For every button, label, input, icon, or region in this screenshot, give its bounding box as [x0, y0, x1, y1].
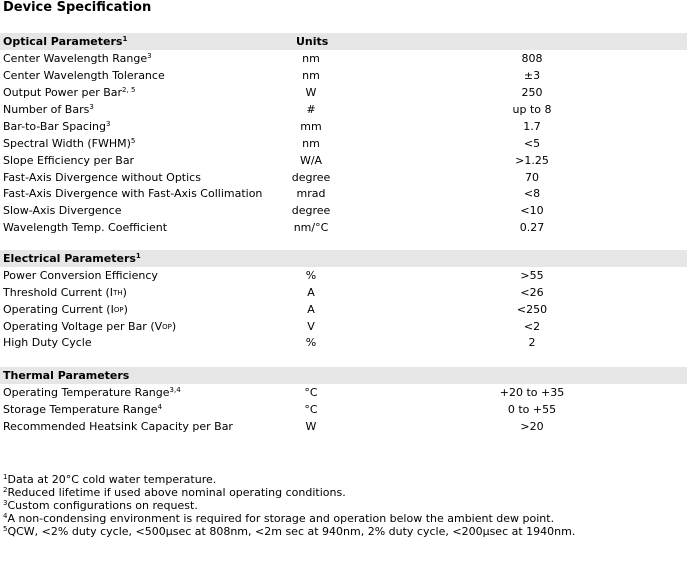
param-label: Storage Temperature Range: [3, 403, 158, 416]
unit-cell: nm: [302, 137, 320, 150]
footnotes: [3, 473, 575, 538]
table-row: [0, 284, 687, 301]
table-row: [0, 267, 687, 284]
value-cell: <250: [516, 303, 548, 316]
param-label: Spectral Width (FWHM): [3, 137, 131, 150]
value-cell: ±3: [523, 69, 541, 82]
param-label: Number of Bars: [3, 103, 90, 116]
param-label: Fast-Axis Divergence with Fast-Axis Collimation: [3, 187, 263, 200]
table-row: [0, 185, 687, 202]
footnote-text: Reduced lifetime if used above nominal operating conditions.: [7, 486, 346, 499]
footnote-number: 2: [3, 486, 8, 494]
table-row: [0, 152, 687, 169]
unit-cell: °C: [304, 386, 318, 399]
section-title: Optical Parameters: [3, 35, 123, 48]
footnote-ref: 1: [122, 35, 128, 43]
param-label: Center Wavelength Range: [3, 52, 148, 65]
value-cell: +20 to +35: [499, 386, 565, 399]
table-row: [0, 202, 687, 219]
footnote-ref: 5: [130, 137, 136, 145]
subscript: TH: [113, 289, 123, 297]
param-label: Power Conversion Efficiency: [3, 269, 158, 282]
footnote: [3, 512, 575, 525]
param-label: High Duty Cycle: [3, 336, 92, 349]
value-cell: 0.27: [519, 221, 545, 234]
unit-cell: degree: [291, 171, 331, 184]
param-label: Slope Efficiency per Bar: [3, 154, 135, 167]
unit-cell: V: [307, 320, 315, 333]
footnote-number: 1: [3, 473, 8, 481]
value-cell: <10: [520, 204, 544, 217]
param-label: Slow-Axis Divergence: [3, 204, 122, 217]
units-column-header: Units: [296, 35, 329, 48]
param-label-end: ): [171, 320, 177, 333]
value-cell: >1.25: [515, 154, 549, 167]
footnote: [3, 525, 575, 538]
table-row: [0, 334, 687, 351]
table-row: [0, 50, 687, 67]
footnote-text: Data at 20°C cold water temperature.: [7, 473, 217, 486]
value-cell: 250: [521, 86, 543, 99]
unit-cell: nm: [302, 69, 320, 82]
param-label: Operating Temperature Range: [3, 386, 170, 399]
table-row: [0, 118, 687, 135]
table-row: [0, 219, 687, 236]
subscript: OP: [113, 306, 124, 314]
value-cell: >55: [520, 269, 544, 282]
table-row: [0, 318, 687, 335]
footnote-text: A non-condensing environment is required for storage and operation below the ambient dew point.: [7, 512, 555, 525]
footnote-ref: 1: [135, 252, 141, 260]
value-cell: 808: [521, 52, 543, 65]
table-row: [0, 301, 687, 318]
footnote-ref: 3,4: [169, 386, 181, 394]
subscript: OP: [162, 323, 172, 331]
unit-cell: %: [305, 336, 317, 349]
unit-cell: A: [307, 303, 315, 316]
table-row: [0, 418, 687, 435]
value-cell: 2: [528, 336, 536, 349]
value-cell: 1.7: [523, 120, 541, 133]
table-row: [0, 101, 687, 118]
value-cell: 0 to +55: [507, 403, 557, 416]
table-row: [0, 67, 687, 84]
value-cell: <8: [523, 187, 541, 200]
footnote-number: 5: [3, 525, 8, 533]
value-cell: <5: [523, 137, 541, 150]
table-row: [0, 135, 687, 152]
unit-cell: A: [307, 286, 315, 299]
unit-cell: degree: [291, 204, 331, 217]
footnote-text: Custom configurations on request.: [7, 499, 198, 512]
footnote: [3, 473, 575, 486]
page-title: Device Specification: [3, 0, 152, 15]
section-title: Thermal Parameters: [3, 369, 130, 382]
unit-cell: W: [305, 86, 317, 99]
param-label: Wavelength Temp. Coefficient: [3, 221, 168, 234]
footnote-ref: 3: [89, 103, 94, 111]
param-label: Center Wavelength Tolerance: [3, 69, 165, 82]
param-label: Fast-Axis Divergence without Optics: [3, 171, 201, 184]
table-row: [0, 84, 687, 101]
unit-cell: °C: [304, 403, 318, 416]
value-cell: 70: [525, 171, 539, 184]
footnote: [3, 486, 575, 499]
value-cell: <2: [523, 320, 541, 333]
thermal-parameters-header: [0, 367, 687, 384]
param-label: Output Power per Bar: [3, 86, 123, 99]
unit-cell: mm: [300, 120, 322, 133]
param-label: Operating Current (I: [3, 303, 114, 316]
param-label: Threshold Current (I: [3, 286, 114, 299]
param-label: Operating Voltage per Bar (V: [3, 320, 163, 333]
optical-parameters-header: [0, 33, 687, 50]
unit-cell: nm/°C: [293, 221, 329, 234]
unit-cell: #: [306, 103, 316, 116]
footnote-ref: 4: [157, 403, 163, 411]
section-title: Electrical Parameters: [3, 252, 136, 265]
unit-cell: W: [305, 420, 317, 433]
value-cell: <26: [520, 286, 544, 299]
table-row: [0, 384, 687, 401]
value-cell: >20: [520, 420, 544, 433]
footnote-number: 3: [3, 499, 8, 507]
table-row: [0, 169, 687, 186]
footnote-text: QCW, <2% duty cycle, <500µsec at 808nm, <2m sec at 940nm, 2% duty cycle, <200µsec at 1940nm.: [7, 525, 576, 538]
unit-cell: %: [305, 269, 317, 282]
value-cell: up to 8: [512, 103, 552, 116]
footnote-ref: 3: [105, 120, 111, 128]
footnote-ref: 2, 5: [122, 86, 136, 94]
unit-cell: nm: [302, 52, 320, 65]
unit-cell: mrad: [296, 187, 326, 200]
unit-cell: W/A: [299, 154, 323, 167]
electrical-parameters-header: [0, 250, 687, 267]
footnote: [3, 499, 575, 512]
param-label: Bar-to-Bar Spacing: [3, 120, 106, 133]
param-label-end: ): [122, 286, 127, 299]
param-label: Recommended Heatsink Capacity per Bar: [3, 420, 233, 433]
param-label-end: ): [123, 303, 128, 316]
footnote-ref: 3: [147, 52, 152, 60]
footnote-number: 4: [3, 512, 8, 520]
table-row: [0, 401, 687, 418]
